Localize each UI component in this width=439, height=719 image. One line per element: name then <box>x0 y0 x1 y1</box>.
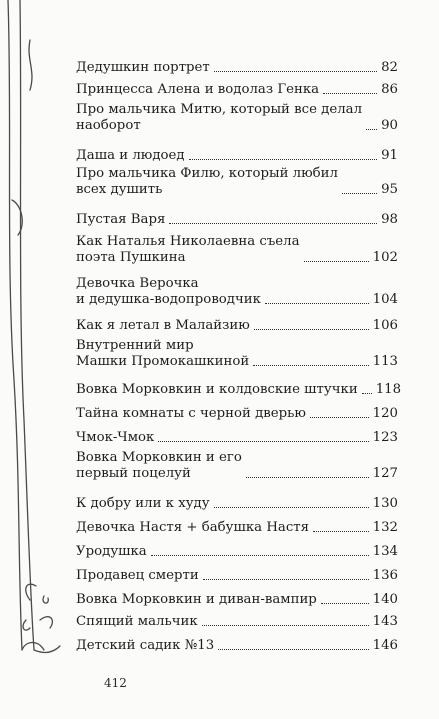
dot-leader <box>189 159 377 160</box>
toc-entry-title-line: Продавец смерти <box>76 568 199 583</box>
toc-entry-page: 146 <box>372 638 398 653</box>
toc-entry-title <box>76 382 358 398</box>
toc-entry-title-line: Вовка Морковкин и диван-вампир <box>76 592 317 607</box>
toc-entry-title-line: Даша и людоед <box>76 148 185 163</box>
dot-leader <box>246 477 369 478</box>
toc-entry-title-line: поэта Пушкина <box>76 250 186 265</box>
toc-entry-title <box>76 614 198 630</box>
toc-entry <box>76 234 398 266</box>
toc-entry <box>76 102 398 134</box>
toc-entry <box>76 166 398 198</box>
toc-entry <box>76 592 398 608</box>
toc-entry <box>76 638 398 654</box>
toc-entry-title <box>76 318 250 334</box>
toc-entry-title-line: Пустая Варя <box>76 212 166 227</box>
toc-entry-title <box>76 276 261 308</box>
toc-entry-page: 91 <box>381 148 398 163</box>
toc-entry-title <box>76 60 210 76</box>
toc-entry-title-line: Машки Промокашкиной <box>76 354 250 369</box>
dot-leader <box>254 329 369 330</box>
dot-leader <box>323 93 377 94</box>
toc-entry-title-line: Про мальчика Митю, который все делал <box>76 102 363 117</box>
dot-leader <box>214 71 377 72</box>
toc-entry-page: 90 <box>381 118 398 133</box>
toc-entry-page: 130 <box>372 496 398 511</box>
toc-entry-title-line: Девочка Верочка <box>76 276 199 291</box>
toc-entry-page: 123 <box>372 430 398 445</box>
toc-entry-title-line: Про мальчика Филю, который любил <box>76 166 338 181</box>
dot-leader <box>169 223 377 224</box>
toc-entry <box>76 406 398 422</box>
toc-entry <box>76 520 398 536</box>
toc-entry-title-line: Принцесса Алена и водолаз Генка <box>76 82 320 97</box>
toc-entry <box>76 318 398 334</box>
toc-entry-title <box>76 568 199 584</box>
page-number: 412 <box>104 676 127 690</box>
toc-entry <box>76 60 398 76</box>
dot-leader <box>310 417 369 418</box>
toc-entry-title <box>76 592 317 608</box>
toc-entry-title <box>76 520 309 536</box>
toc-entry-title <box>76 544 147 560</box>
dot-leader <box>304 261 369 262</box>
toc-entry-page: 120 <box>372 406 398 421</box>
toc-entry-page: 132 <box>372 520 398 535</box>
toc-entry-title-line: Вовка Морковкин и колдовские штучки <box>76 382 358 397</box>
toc-entry-title-line: и дедушка-водопроводчик <box>76 292 261 307</box>
toc-entry-title-line: Спящий мальчик <box>76 614 198 629</box>
toc-entry <box>76 382 402 398</box>
toc-entry-title-line: Тайна комнаты с черной дверью <box>76 406 306 421</box>
tree-illustration <box>0 0 70 719</box>
dot-leader <box>202 625 369 626</box>
toc-entry-title <box>76 166 338 198</box>
toc-entry-page: 86 <box>381 82 398 97</box>
toc-entry-page: 140 <box>372 592 398 607</box>
toc-entry-title <box>76 82 319 98</box>
toc-entry-page: 136 <box>372 568 398 583</box>
toc-entry-title <box>76 234 300 266</box>
toc-entry-title <box>76 212 165 228</box>
toc-entry-title <box>76 638 214 654</box>
toc-entry-page: 106 <box>372 318 398 333</box>
toc-entry-title <box>76 430 154 446</box>
dot-leader <box>214 507 369 508</box>
toc-entry-page: 118 <box>375 382 402 397</box>
toc-entry <box>76 496 398 512</box>
toc-entry <box>76 276 398 308</box>
dot-leader <box>366 129 377 130</box>
dot-leader <box>253 365 368 366</box>
dot-leader <box>151 555 369 556</box>
dot-leader <box>218 649 368 650</box>
toc-entry <box>76 148 398 164</box>
toc-entry-page: 134 <box>372 544 398 559</box>
toc-entry-title-line: Как Наталья Николаевна съела <box>76 234 300 249</box>
toc-entry <box>76 82 398 98</box>
toc-entry-title-line: Уродушка <box>76 544 147 559</box>
dot-leader <box>265 303 369 304</box>
toc-entry <box>76 450 398 482</box>
toc-entry-title <box>76 406 306 422</box>
toc-entry-title <box>76 148 185 164</box>
toc-entry <box>76 338 398 370</box>
toc-entry-page: 143 <box>372 614 398 629</box>
toc-entry-page: 98 <box>381 212 398 227</box>
toc-entry-title-line: Дедушкин портрет <box>76 60 210 75</box>
toc-entry <box>76 212 398 228</box>
toc-entry-title-line: Девочка Настя + бабушка Настя <box>76 520 310 535</box>
toc-entry-title <box>76 102 362 134</box>
toc-entry-page: 102 <box>372 250 398 265</box>
toc-entry-page: 82 <box>381 60 398 75</box>
toc-entry-title-line: К добру или к худу <box>76 496 210 511</box>
toc-entry-title-line: Детский садик №13 <box>76 638 215 653</box>
toc-entry-title-line: наоборот <box>76 118 141 133</box>
dot-leader <box>321 603 369 604</box>
dot-leader <box>203 579 369 580</box>
toc-entry-title-line: Вовка Морковкин и его <box>76 450 242 465</box>
toc-entry-title-line: первый поцелуй <box>76 466 191 481</box>
toc-entry-title-line: Внутренний мир <box>76 338 194 353</box>
dot-leader <box>313 531 369 532</box>
dot-leader <box>342 193 377 194</box>
dot-leader <box>158 441 368 442</box>
toc-entry-page: 95 <box>381 182 398 197</box>
toc-entry-title <box>76 450 242 482</box>
toc-entry-title-line: Как я летал в Малайзию <box>76 318 250 333</box>
toc-entry-page: 113 <box>372 354 398 369</box>
toc-entry-page: 104 <box>372 292 398 307</box>
dot-leader <box>362 393 372 394</box>
toc-entry <box>76 544 398 560</box>
toc-entry-title-line: всех душить <box>76 182 163 197</box>
toc-entry <box>76 430 398 446</box>
toc-entry-title <box>76 496 210 512</box>
toc-entry <box>76 568 398 584</box>
toc-entry-title <box>76 338 249 370</box>
toc-entry-title-line: Чмок-Чмок <box>76 430 155 445</box>
toc-entry-page: 127 <box>372 466 398 481</box>
toc-entry <box>76 614 398 630</box>
